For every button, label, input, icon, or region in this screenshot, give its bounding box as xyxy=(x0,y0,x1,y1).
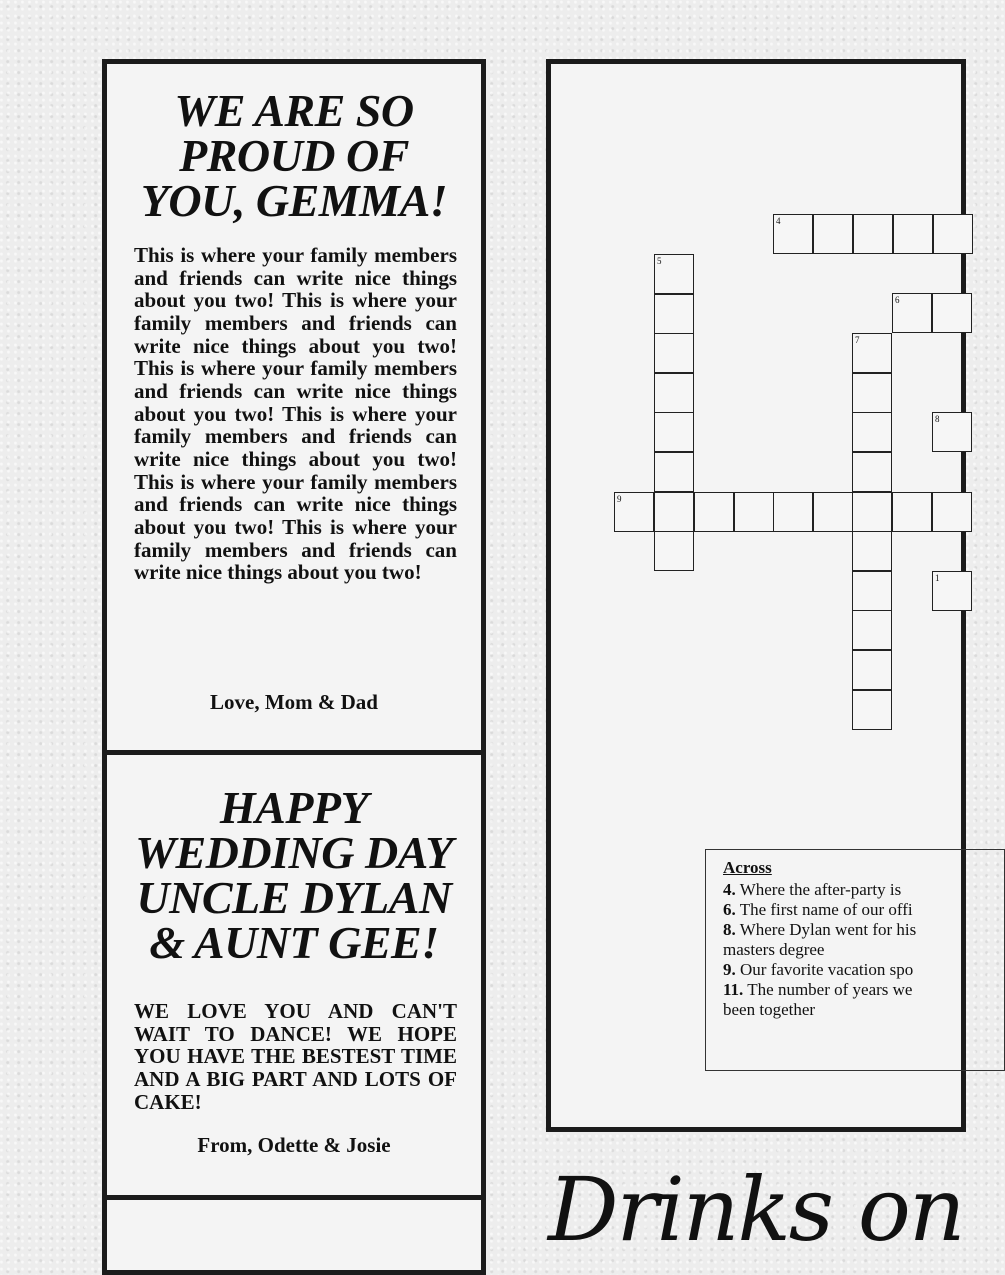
crossword-cell[interactable] xyxy=(654,452,694,492)
clues-box xyxy=(705,849,1005,1071)
message-card-gemma xyxy=(102,59,486,755)
crossword-cell[interactable] xyxy=(773,214,813,254)
crossword-cell[interactable] xyxy=(852,412,892,452)
clue-item: 11. The number of years we been together xyxy=(723,980,913,1020)
crossword-cell[interactable] xyxy=(932,571,972,611)
across-heading: Across xyxy=(723,858,772,877)
crossword-cell[interactable] xyxy=(694,492,734,532)
crossword-cell[interactable] xyxy=(654,294,694,334)
crossword-cell[interactable] xyxy=(852,373,892,413)
crossword-cell[interactable] xyxy=(852,531,892,571)
crossword-cell[interactable] xyxy=(852,452,892,492)
clue-number: 5 xyxy=(657,256,662,266)
clue-item: 9. Our favorite vacation spo xyxy=(723,960,914,980)
crossword-cell[interactable] xyxy=(654,492,694,532)
crossword-cell[interactable] xyxy=(932,412,972,452)
clue-number: 6 xyxy=(895,295,900,305)
crossword-cell[interactable] xyxy=(932,293,972,333)
crossword-cell[interactable] xyxy=(654,412,694,452)
crossword-cell[interactable] xyxy=(892,492,932,532)
crossword-cell[interactable] xyxy=(852,650,892,690)
crossword-cell[interactable] xyxy=(813,214,853,254)
message-card-partial xyxy=(102,1195,486,1275)
crossword-cell[interactable] xyxy=(852,690,892,730)
clue-number: 1 xyxy=(935,573,940,583)
clue-number: 7 xyxy=(855,335,860,345)
clue-number: 9 xyxy=(617,494,622,504)
crossword-cell[interactable] xyxy=(933,214,973,254)
crossword-cell[interactable] xyxy=(852,610,892,650)
crossword-cell[interactable] xyxy=(852,333,892,373)
message-signature: From, Odette & Josie xyxy=(197,1133,391,1157)
message-card-wedding-day xyxy=(102,750,486,1200)
crossword-panel xyxy=(546,59,966,1132)
crossword-cell[interactable] xyxy=(852,492,892,532)
message-title: WE ARE SO PROUD OF YOU, GEMMA! xyxy=(140,85,448,227)
crossword-cell[interactable] xyxy=(932,492,972,532)
message-body: WE LOVE YOU AND CAN'T WAIT TO DANCE! WE HOPE YOU HAVE THE BESTEST TIME AND A BIG PART AND LOTS OF CAKE! xyxy=(134,999,457,1114)
clue-item: 4. Where the after-party is xyxy=(723,880,902,900)
crossword-cell[interactable] xyxy=(654,531,694,571)
crossword-cell[interactable] xyxy=(734,492,774,532)
crossword-cell[interactable] xyxy=(654,333,694,373)
crossword-cell[interactable] xyxy=(813,492,853,532)
crossword-cell[interactable] xyxy=(892,293,932,333)
crossword-cell[interactable] xyxy=(852,571,892,611)
clue-number: 4 xyxy=(776,216,781,226)
message-body: This is where your family members and friends can write nice things about you two! This is where your family members and friends can write nice things about you two! This is where your family members and friends can write nice things about you two! This is where your family members and friends can write nice things about you two! This is where your family members and friends can write nice things about you two! This is where your family members and friends can write nice things about you two! xyxy=(134,243,457,585)
message-title: HAPPY WEDDING DAY UNCLE DYLAN & AUNT GEE! xyxy=(135,782,453,969)
crossword-cell[interactable] xyxy=(853,214,893,254)
clue-number: 8 xyxy=(935,414,940,424)
clue-item: 8. Where Dylan went for his masters degree xyxy=(723,920,917,960)
crossword-cell[interactable] xyxy=(654,254,694,294)
crossword-cell[interactable] xyxy=(893,214,933,254)
drinks-heading: Drinks on xyxy=(548,1158,964,1261)
crossword-cell[interactable] xyxy=(773,492,813,532)
message-signature: Love, Mom & Dad xyxy=(210,690,378,714)
clue-item: 6. The first name of our offi xyxy=(723,900,913,920)
crossword-cell[interactable] xyxy=(654,373,694,413)
crossword-cell[interactable] xyxy=(614,492,654,532)
